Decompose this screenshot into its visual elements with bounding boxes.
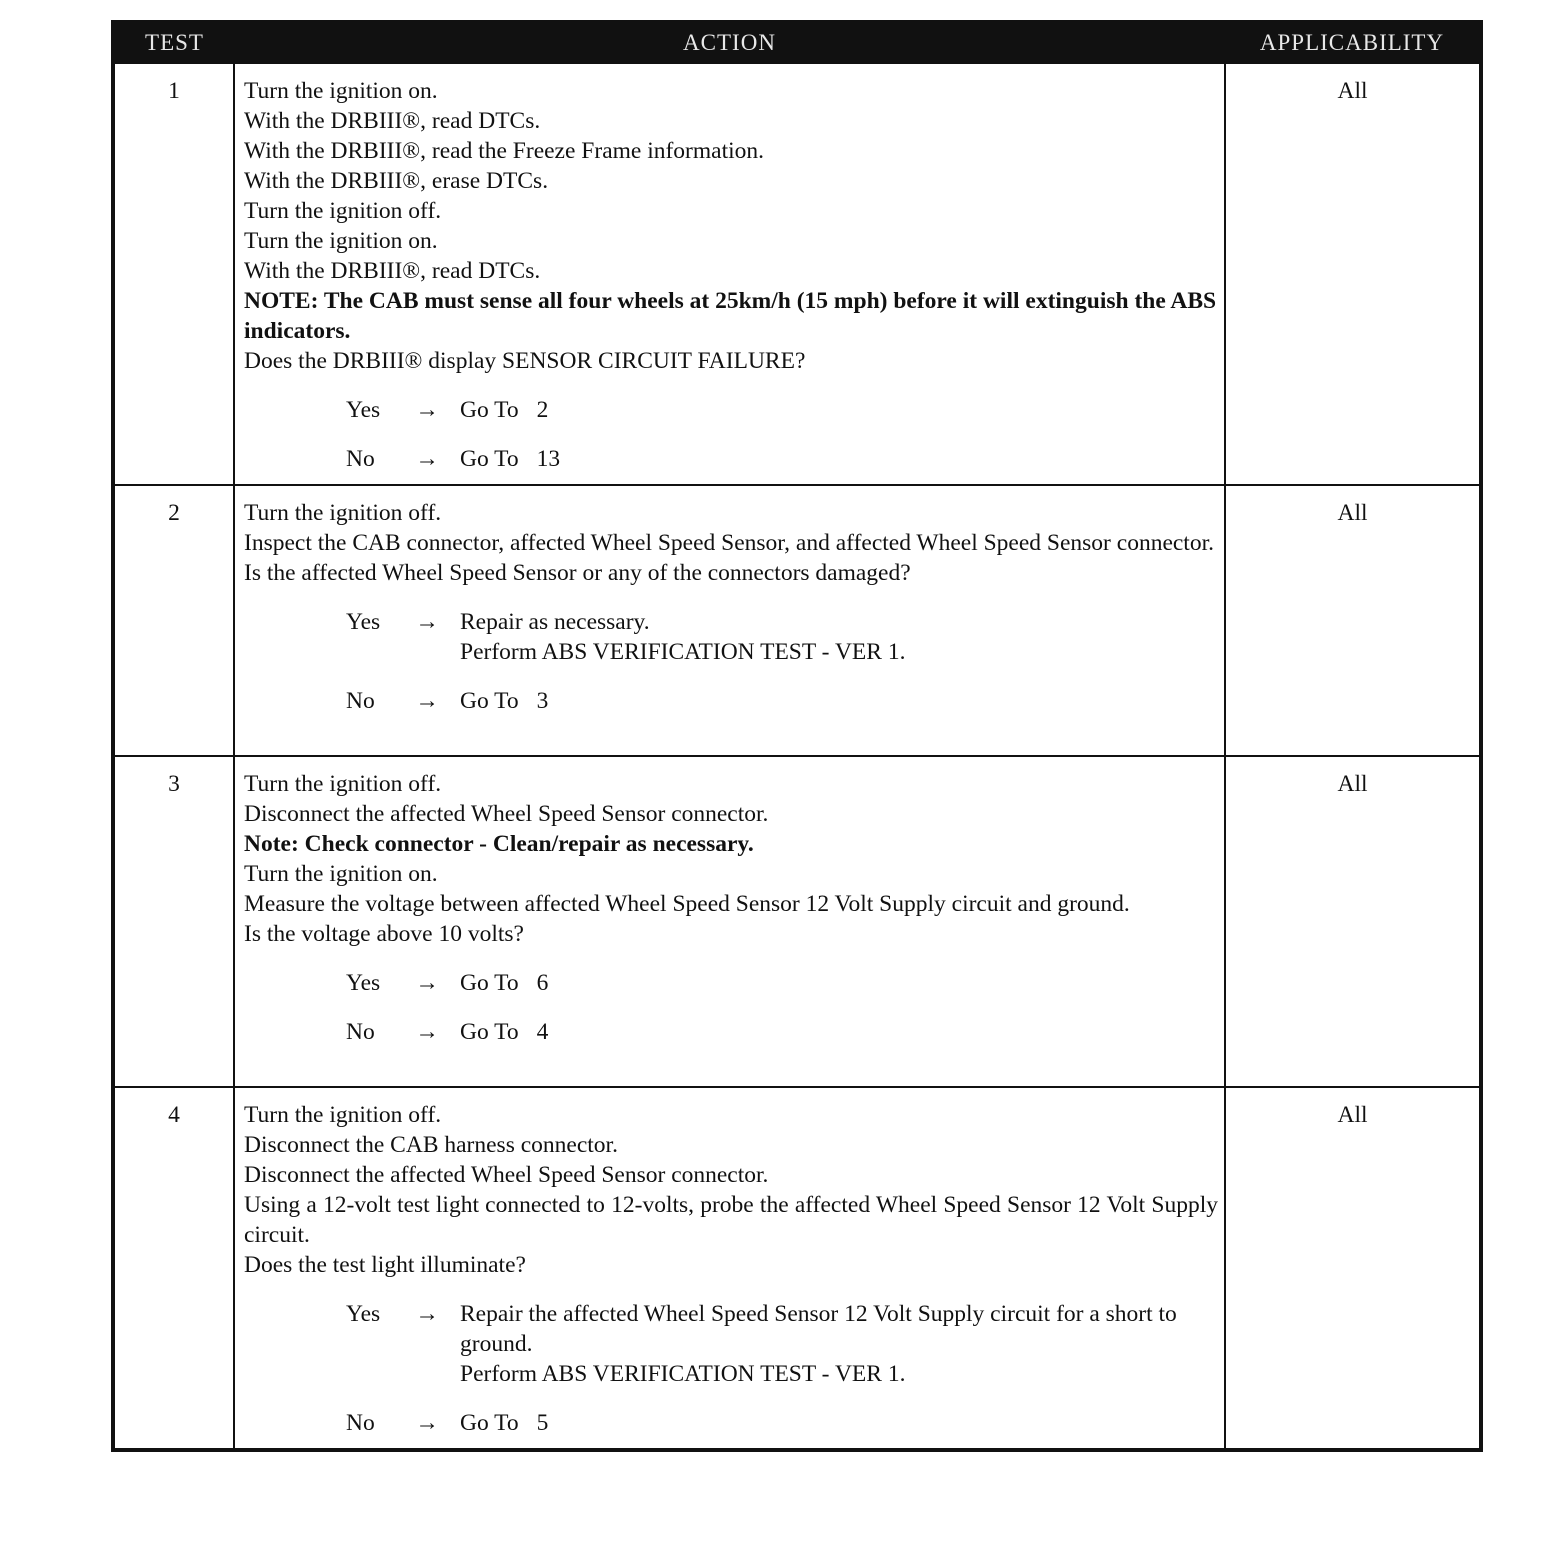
goto-label: Go To (460, 397, 519, 423)
yes-label: Yes (346, 397, 381, 423)
applicability-cell: All (1225, 1087, 1481, 1450)
yes-branch (244, 1299, 1218, 1389)
goto-result (460, 968, 1218, 998)
applicability-cell: All (1225, 485, 1481, 756)
test-number: 4 (113, 1087, 234, 1450)
arrow-icon: → (415, 397, 439, 423)
diagnostic-table-page (111, 20, 1479, 1452)
action-line: With the DRBIII®, read DTCs. (244, 108, 541, 134)
result-line: Perform ABS VERIFICATION TEST - VER 1. (460, 1361, 906, 1387)
diagnostic-test-table (111, 20, 1483, 1452)
test-row-4 (113, 1087, 1481, 1450)
header-test: TEST (113, 22, 234, 63)
applicability-cell: All (1225, 756, 1481, 1087)
goto-result (460, 1408, 1218, 1438)
no-branch (244, 1408, 1218, 1438)
yes-label: Yes (346, 970, 381, 996)
result-line: Repair as necessary. (460, 609, 650, 635)
goto-number: 6 (536, 970, 549, 996)
header-applicability: APPLICABILITY (1225, 22, 1481, 63)
applicability-cell: All (1225, 63, 1481, 485)
goto-number: 4 (536, 1019, 549, 1045)
action-line: Turn the ignition off. (244, 1102, 442, 1128)
question-text: Does the DRBIII® display SENSOR CIRCUIT FAILURE? (244, 348, 806, 374)
action-cell (234, 1087, 1225, 1450)
test-row-1 (113, 63, 1481, 485)
action-line: With the DRBIII®, read the Freeze Frame information. (244, 138, 765, 164)
no-branch (244, 686, 1218, 716)
yes-branch (244, 968, 1218, 998)
arrow-icon: → (415, 970, 439, 996)
goto-label: Go To (460, 688, 519, 714)
action-line: Inspect the CAB connector, affected Wheel Speed Sensor, and affected Wheel Speed Sensor connector. (244, 530, 1214, 556)
action-line: Turn the ignition on. (244, 861, 438, 887)
goto-result (460, 444, 1218, 474)
goto-label: Go To (460, 446, 519, 472)
goto-result (460, 686, 1218, 716)
header-action: ACTION (234, 22, 1225, 63)
arrow-icon: → (415, 609, 439, 635)
action-line: Disconnect the affected Wheel Speed Sensor connector. (244, 1162, 769, 1188)
arrow-icon: → (415, 688, 439, 714)
yes-label: Yes (346, 609, 381, 635)
goto-number: 13 (536, 446, 561, 472)
yes-branch (244, 607, 1218, 667)
result-line: Repair the affected Wheel Speed Sensor 12 Volt Supply circuit for a short to ground. (460, 1301, 1177, 1357)
question-text: Is the voltage above 10 volts? (244, 921, 524, 947)
arrow-icon: → (415, 1019, 439, 1045)
no-label: No (346, 446, 375, 472)
arrow-icon: → (415, 446, 439, 472)
no-branch (244, 444, 1218, 474)
goto-result (460, 395, 1218, 425)
yes-branch (244, 395, 1218, 425)
action-line: Turn the ignition off. (244, 198, 442, 224)
goto-number: 2 (536, 397, 549, 423)
goto-number: 3 (536, 688, 549, 714)
action-line: Turn the ignition on. (244, 228, 438, 254)
action-line: Disconnect the affected Wheel Speed Sensor connector. (244, 801, 769, 827)
action-line: Turn the ignition off. (244, 771, 442, 797)
yes-result (460, 607, 1218, 667)
test-number: 1 (113, 63, 234, 485)
header-row (113, 22, 1481, 63)
goto-result (460, 1017, 1218, 1047)
action-cell (234, 485, 1225, 756)
test-number: 3 (113, 756, 234, 1087)
action-line: Measure the voltage between affected Wheel Speed Sensor 12 Volt Supply circuit and ground. (244, 891, 1130, 917)
action-cell (234, 63, 1225, 485)
arrow-icon: → (415, 1301, 439, 1327)
no-label: No (346, 688, 375, 714)
note-text: NOTE: The CAB must sense all four wheels at 25km/h (15 mph) before it will extinguish the ABS indicators. (244, 288, 1217, 344)
goto-label: Go To (460, 1019, 519, 1045)
no-label: No (346, 1410, 375, 1436)
action-line: With the DRBIII®, erase DTCs. (244, 168, 549, 194)
action-line: Turn the ignition on. (244, 78, 438, 104)
no-label: No (346, 1019, 375, 1045)
action-line: Turn the ignition off. (244, 500, 442, 526)
yes-label: Yes (346, 1301, 381, 1327)
note-text: Note: Check connector - Clean/repair as necessary. (244, 831, 754, 857)
action-line: Disconnect the CAB harness connector. (244, 1132, 618, 1158)
yes-result (460, 1299, 1218, 1389)
action-cell (234, 756, 1225, 1087)
question-text: Is the affected Wheel Speed Sensor or any of the connectors damaged? (244, 560, 911, 586)
no-branch (244, 1017, 1218, 1047)
arrow-icon: → (415, 1410, 439, 1436)
goto-label: Go To (460, 1410, 519, 1436)
test-row-3 (113, 756, 1481, 1087)
action-line: Using a 12-volt test light connected to 12-volts, probe the affected Wheel Speed Sensor 12 Volt Supply circuit. (244, 1192, 1218, 1248)
question-text: Does the test light illuminate? (244, 1252, 526, 1278)
test-number: 2 (113, 485, 234, 756)
goto-number: 5 (536, 1410, 549, 1436)
action-line: With the DRBIII®, read DTCs. (244, 258, 541, 284)
test-row-2 (113, 485, 1481, 756)
goto-label: Go To (460, 970, 519, 996)
result-line: Perform ABS VERIFICATION TEST - VER 1. (460, 639, 906, 665)
